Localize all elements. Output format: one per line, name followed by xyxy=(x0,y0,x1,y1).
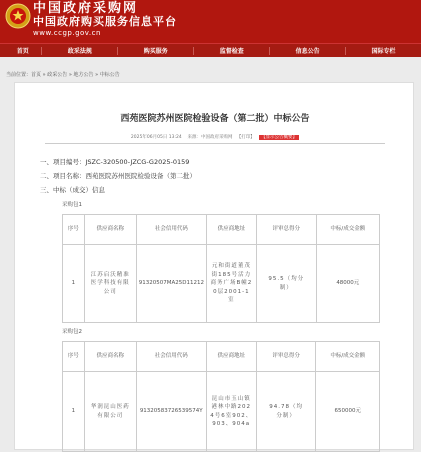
supplier-name-cell xyxy=(84,245,136,323)
supplier-name: 江苏启沃精准医学科技有限公司 xyxy=(90,271,130,295)
row-index: 1 xyxy=(63,372,85,452)
main-nav xyxy=(0,43,421,57)
package-label: 采购包2 xyxy=(62,329,82,335)
table-header-row xyxy=(63,342,380,372)
credit-code: 91320507MA25D11212 xyxy=(136,245,206,323)
project-number: 一、项目编号：JSZC-320500-JZCG-G2025-0159 xyxy=(40,158,190,166)
review-score: 94.78（均分制） xyxy=(269,404,303,419)
supplier-address: 昆山市玉山镇港林中路2024号6室902、903、904a xyxy=(210,395,253,427)
nav-item-international[interactable]: 国际专栏 xyxy=(371,48,396,55)
column-header: 评审总得分 xyxy=(256,342,316,372)
column-header: 序号 xyxy=(63,342,85,372)
article-panel xyxy=(14,82,414,450)
supplier-address: 元和街道董茂街185号活力商务广场B幢20层2001-1室 xyxy=(210,263,253,304)
nav-item-services[interactable]: 购买服务 xyxy=(143,48,168,55)
credit-code: 91320583726539574Y xyxy=(136,372,206,452)
column-header: 序号 xyxy=(63,215,85,245)
project-name: 二、项目名称：西苑医院苏州医院检验设备（第二批） xyxy=(40,172,196,180)
national-emblem-icon xyxy=(5,3,31,29)
column-header: 社会信用代码 xyxy=(136,342,206,372)
table-row xyxy=(63,372,380,452)
column-header: 社会信用代码 xyxy=(136,215,206,245)
score-cell xyxy=(256,372,316,452)
site-header xyxy=(0,0,421,43)
column-header: 供应商名称 xyxy=(84,342,136,372)
review-score: 95.5（均分制） xyxy=(268,276,305,291)
column-header: 供应商地址 xyxy=(206,215,256,245)
column-header: 评审总得分 xyxy=(256,215,316,245)
column-header: 供应商地址 xyxy=(206,342,256,372)
column-header: 中标/成交金额 xyxy=(316,342,380,372)
title-divider xyxy=(45,143,385,144)
package-label: 采购包1 xyxy=(62,202,82,208)
result-table-2 xyxy=(62,341,380,452)
column-header: 中标/成交金额 xyxy=(316,215,379,245)
nav-item-regulations[interactable]: 政采法规 xyxy=(67,48,92,55)
table-header-row xyxy=(63,215,380,245)
row-index: 1 xyxy=(63,245,85,323)
result-table-1 xyxy=(62,214,380,323)
breadcrumb: 当前位置：首页 » 政采公告 » 地方公告 » 中标公告 xyxy=(6,72,120,78)
nav-item-supervision[interactable]: 监督检查 xyxy=(219,48,244,55)
site-url: www.ccgp.gov.cn xyxy=(33,29,101,37)
show-summary-button[interactable]: 【显示公告概要】 xyxy=(261,135,298,140)
page-title: 西苑医院苏州医院检验设备（第二批）中标公告 xyxy=(120,114,310,124)
award-amount: 48000元 xyxy=(316,245,379,323)
supplier-name: 华润昆山医药有限公司 xyxy=(90,404,130,419)
supplier-address-cell xyxy=(206,372,256,452)
nav-item-home[interactable]: 首页 xyxy=(16,48,29,55)
supplier-name-cell xyxy=(84,372,136,452)
table-row xyxy=(63,245,380,323)
print-link[interactable]: 【打印】 xyxy=(236,135,255,140)
column-header: 供应商名称 xyxy=(84,215,136,245)
score-cell xyxy=(256,245,316,323)
publish-date: 2025年06月05日 13:24 xyxy=(130,135,182,140)
article-meta xyxy=(15,134,415,140)
nav-item-announcements[interactable]: 信息公告 xyxy=(295,48,320,55)
supplier-address-cell xyxy=(206,245,256,323)
article-source: 来源：中国政府采购网 xyxy=(187,135,233,140)
site-title: 中国政府采购网 xyxy=(33,1,139,16)
award-amount: 650000元 xyxy=(316,372,380,452)
site-subtitle: 中国政府购买服务信息平台 xyxy=(33,15,177,28)
result-heading: 三、中标（成交）信息 xyxy=(40,186,105,194)
